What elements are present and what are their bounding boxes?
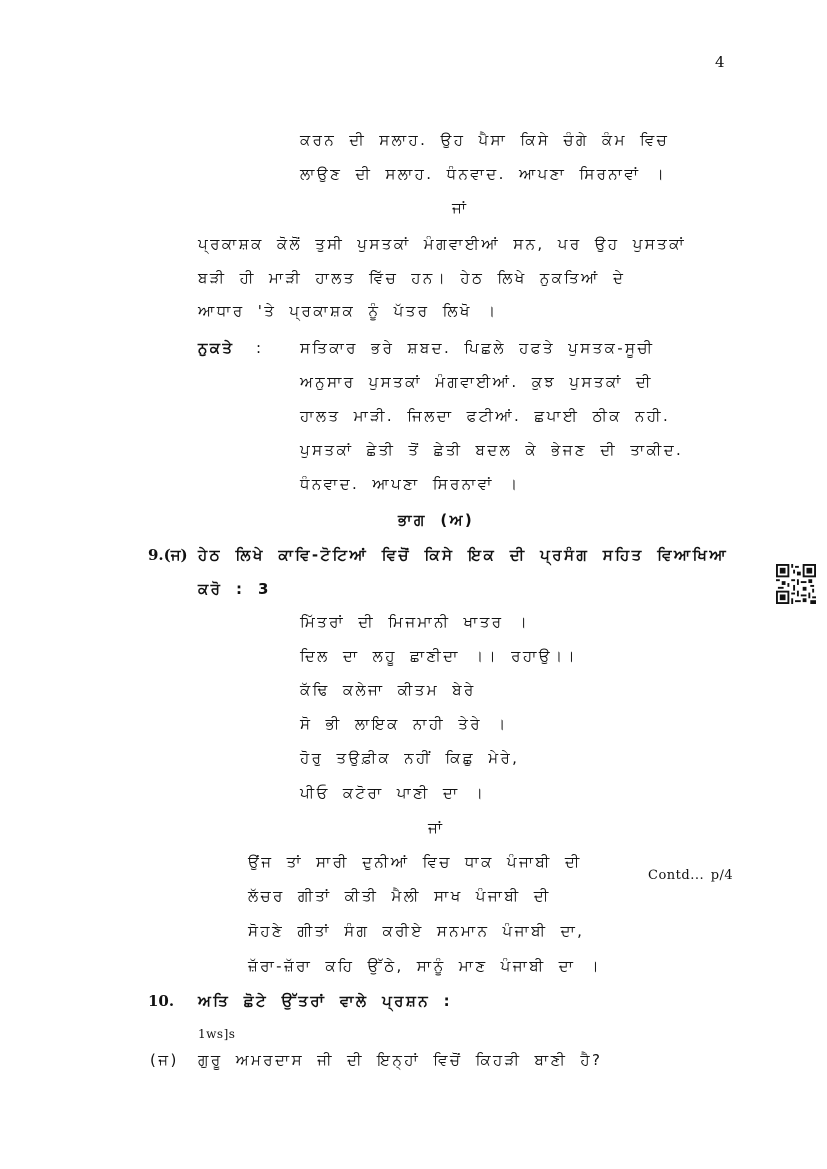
points-line-5: ਧੰਨਵਾਦ. ਆਪਣਾ ਸਿਰਨਾਵਾਂ । <box>300 475 520 493</box>
q10a-text: ਗੁਰੂ ਅਮਰਦਾਸ ਜੀ ਦੀ ਇਨ੍ਹਾਂ ਵਿਚੋਂ ਕਿਹੜੀ ਬਾਣੀ ਹੈ? <box>198 1051 603 1069</box>
poem-2-line-2: ਲੱਚਰ ਗੀਤਾਂ ਕੀਤੀ ਮੈਲੀ ਸਾਖ ਪੰਜਾਬੀ ਦੀ <box>248 887 551 905</box>
or-divider-2: ਜਾਂ <box>428 819 445 837</box>
letter-end-line-2: ਲਾਉਣ ਦੀ ਸਲਾਹ. ਧੰਨਵਾਦ. ਆਪਣਾ ਸਿਰਨਾਵਾਂ । <box>300 165 667 183</box>
q10-number: 10. <box>148 992 175 1010</box>
q10-heading: ਅਤਿ ਛੋਟੇ ਉੱਤਰਾਂ ਵਾਲੇ ਪ੍ਰਸ਼ਨ : <box>198 992 453 1010</box>
poem-1-line-3: ਕੱਢਿ ਕਲੇਜਾ ਕੀਤਮ ਬੇਰੇ <box>300 681 476 699</box>
poem-1-line-5: ਹੋਰੁ ਤਉਫ਼ੀਕ ਨਹੀਂ ਕਿਛੁ ਮੇਰੇ, <box>300 749 520 767</box>
points-colon: : <box>256 339 264 357</box>
points-label: ਨੁਕਤੇ <box>198 339 235 357</box>
poem-1-line-6: ਪੀਓ ਕਟੋਰਾ ਪਾਣੀ ਦਾ । <box>300 784 486 802</box>
poem-1-line-2: ਦਿਲ ਦਾ ਲਹੂ ਛਾਣੀਦਾ ।। ਰਹਾਉ।। <box>300 647 578 665</box>
q9-text-line-1: ਹੇਠ ਲਿਖੇ ਕਾਵਿ-ਟੋਟਿਆਂ ਵਿਚੋਂ ਕਿਸੇ ਇਕ ਦੀ ਪ੍ਰਸੰਗ ਸਹਿਤ ਵਿਆਖਿਆ <box>198 546 729 564</box>
alt-question-line-3: ਆਧਾਰ 'ਤੇ ਪ੍ਰਕਾਸ਼ਕ ਨੂੰ ਪੱਤਰ ਲਿਖੋ । <box>198 302 498 320</box>
poem-1-line-1: ਮਿੱਤਰਾਂ ਦੀ ਮਿਜਮਾਨੀ ਖਾਤਰ । <box>300 613 530 631</box>
points-line-3: ਹਾਲਤ ਮਾੜੀ. ਜਿਲਦਾ ਫਟੀਆਂ. ਛਪਾਈ ਠੀਕ ਨਹੀ. <box>300 407 671 425</box>
poem-2-line-1: ਉਂਜ ਤਾਂ ਸਾਰੀ ਦੁਨੀਆਂ ਵਿਚ ਧਾਕ ਪੰਜਾਬੀ ਦੀ <box>248 853 582 871</box>
q9-text-line-2: ਕਰੋ : 3 <box>198 580 271 598</box>
q10a-label: (ਜ) <box>150 1051 179 1069</box>
poem-2-line-3: ਸੋਹਣੇ ਗੀਤਾਂ ਸੰਗ ਕਰੀਏ ਸਨਮਾਨ ਪੰਜਾਬੀ ਦਾ, <box>248 922 585 940</box>
continued-note: Contd... p/4 <box>648 868 734 883</box>
q9-number: 9.(ਜ) <box>148 546 188 564</box>
points-line-2: ਅਨੁਸਾਰ ਪੁਸਤਕਾਂ ਮੰਗਵਾਈਆਂ. ਕੁਝ ਪੁਸਤਕਾਂ ਦੀ <box>300 373 653 391</box>
poem-1-line-4: ਸੋ ਭੀ ਲਾਇਕ ਨਾਹੀ ਤੇਰੇ । <box>300 715 508 733</box>
qr-code-icon <box>776 564 816 604</box>
letter-end-line-1: ਕਰਨ ਦੀ ਸਲਾਹ. ਉਹ ਪੈਸਾ ਕਿਸੇ ਚੰਗੇ ਕੰਮ ਵਿਚ <box>300 131 670 149</box>
q10-garbled-text: 1ws]s <box>198 1027 236 1041</box>
alt-question-line-2: ਬੜੀ ਹੀ ਮਾੜੀ ਹਾਲਤ ਵਿੱਚ ਹਨ। ਹੇਠ ਲਿਖੇ ਨੁਕਤਿਆਂ ਦੇ <box>198 269 626 287</box>
alt-question-line-1: ਪ੍ਰਕਾਸ਼ਕ ਕੋਲੋਂ ਤੁਸੀ ਪੁਸਤਕਾਂ ਮੰਗਵਾਈਆਂ ਸਨ, ਪਰ ਉਹ ਪੁਸਤਕਾਂ <box>198 235 687 253</box>
page-number: 4 <box>715 53 725 71</box>
points-line-1: ਸਤਿਕਾਰ ਭਰੇ ਸ਼ਬਦ. ਪਿਛਲੇ ਹਫਤੇ ਪੁਸਤਕ-ਸੂਚੀ <box>300 339 655 357</box>
points-line-4: ਪੁਸਤਕਾਂ ਛੇਤੀ ਤੋਂ ਛੇਤੀ ਬਦਲ ਕੇ ਭੇਜਣ ਦੀ ਤਾਕੀਦ. <box>300 441 684 459</box>
section-heading: ਭਾਗ (ਅ) <box>398 511 475 529</box>
or-divider-1: ਜਾਂ <box>452 199 469 217</box>
poem-2-line-4: ਜ਼ੱਰਾ-ਜ਼ੱਰਾ ਕਹਿ ਉੱਠੇ, ਸਾਨੂੰ ਮਾਣ ਪੰਜਾਬੀ ਦਾ । <box>248 957 601 975</box>
